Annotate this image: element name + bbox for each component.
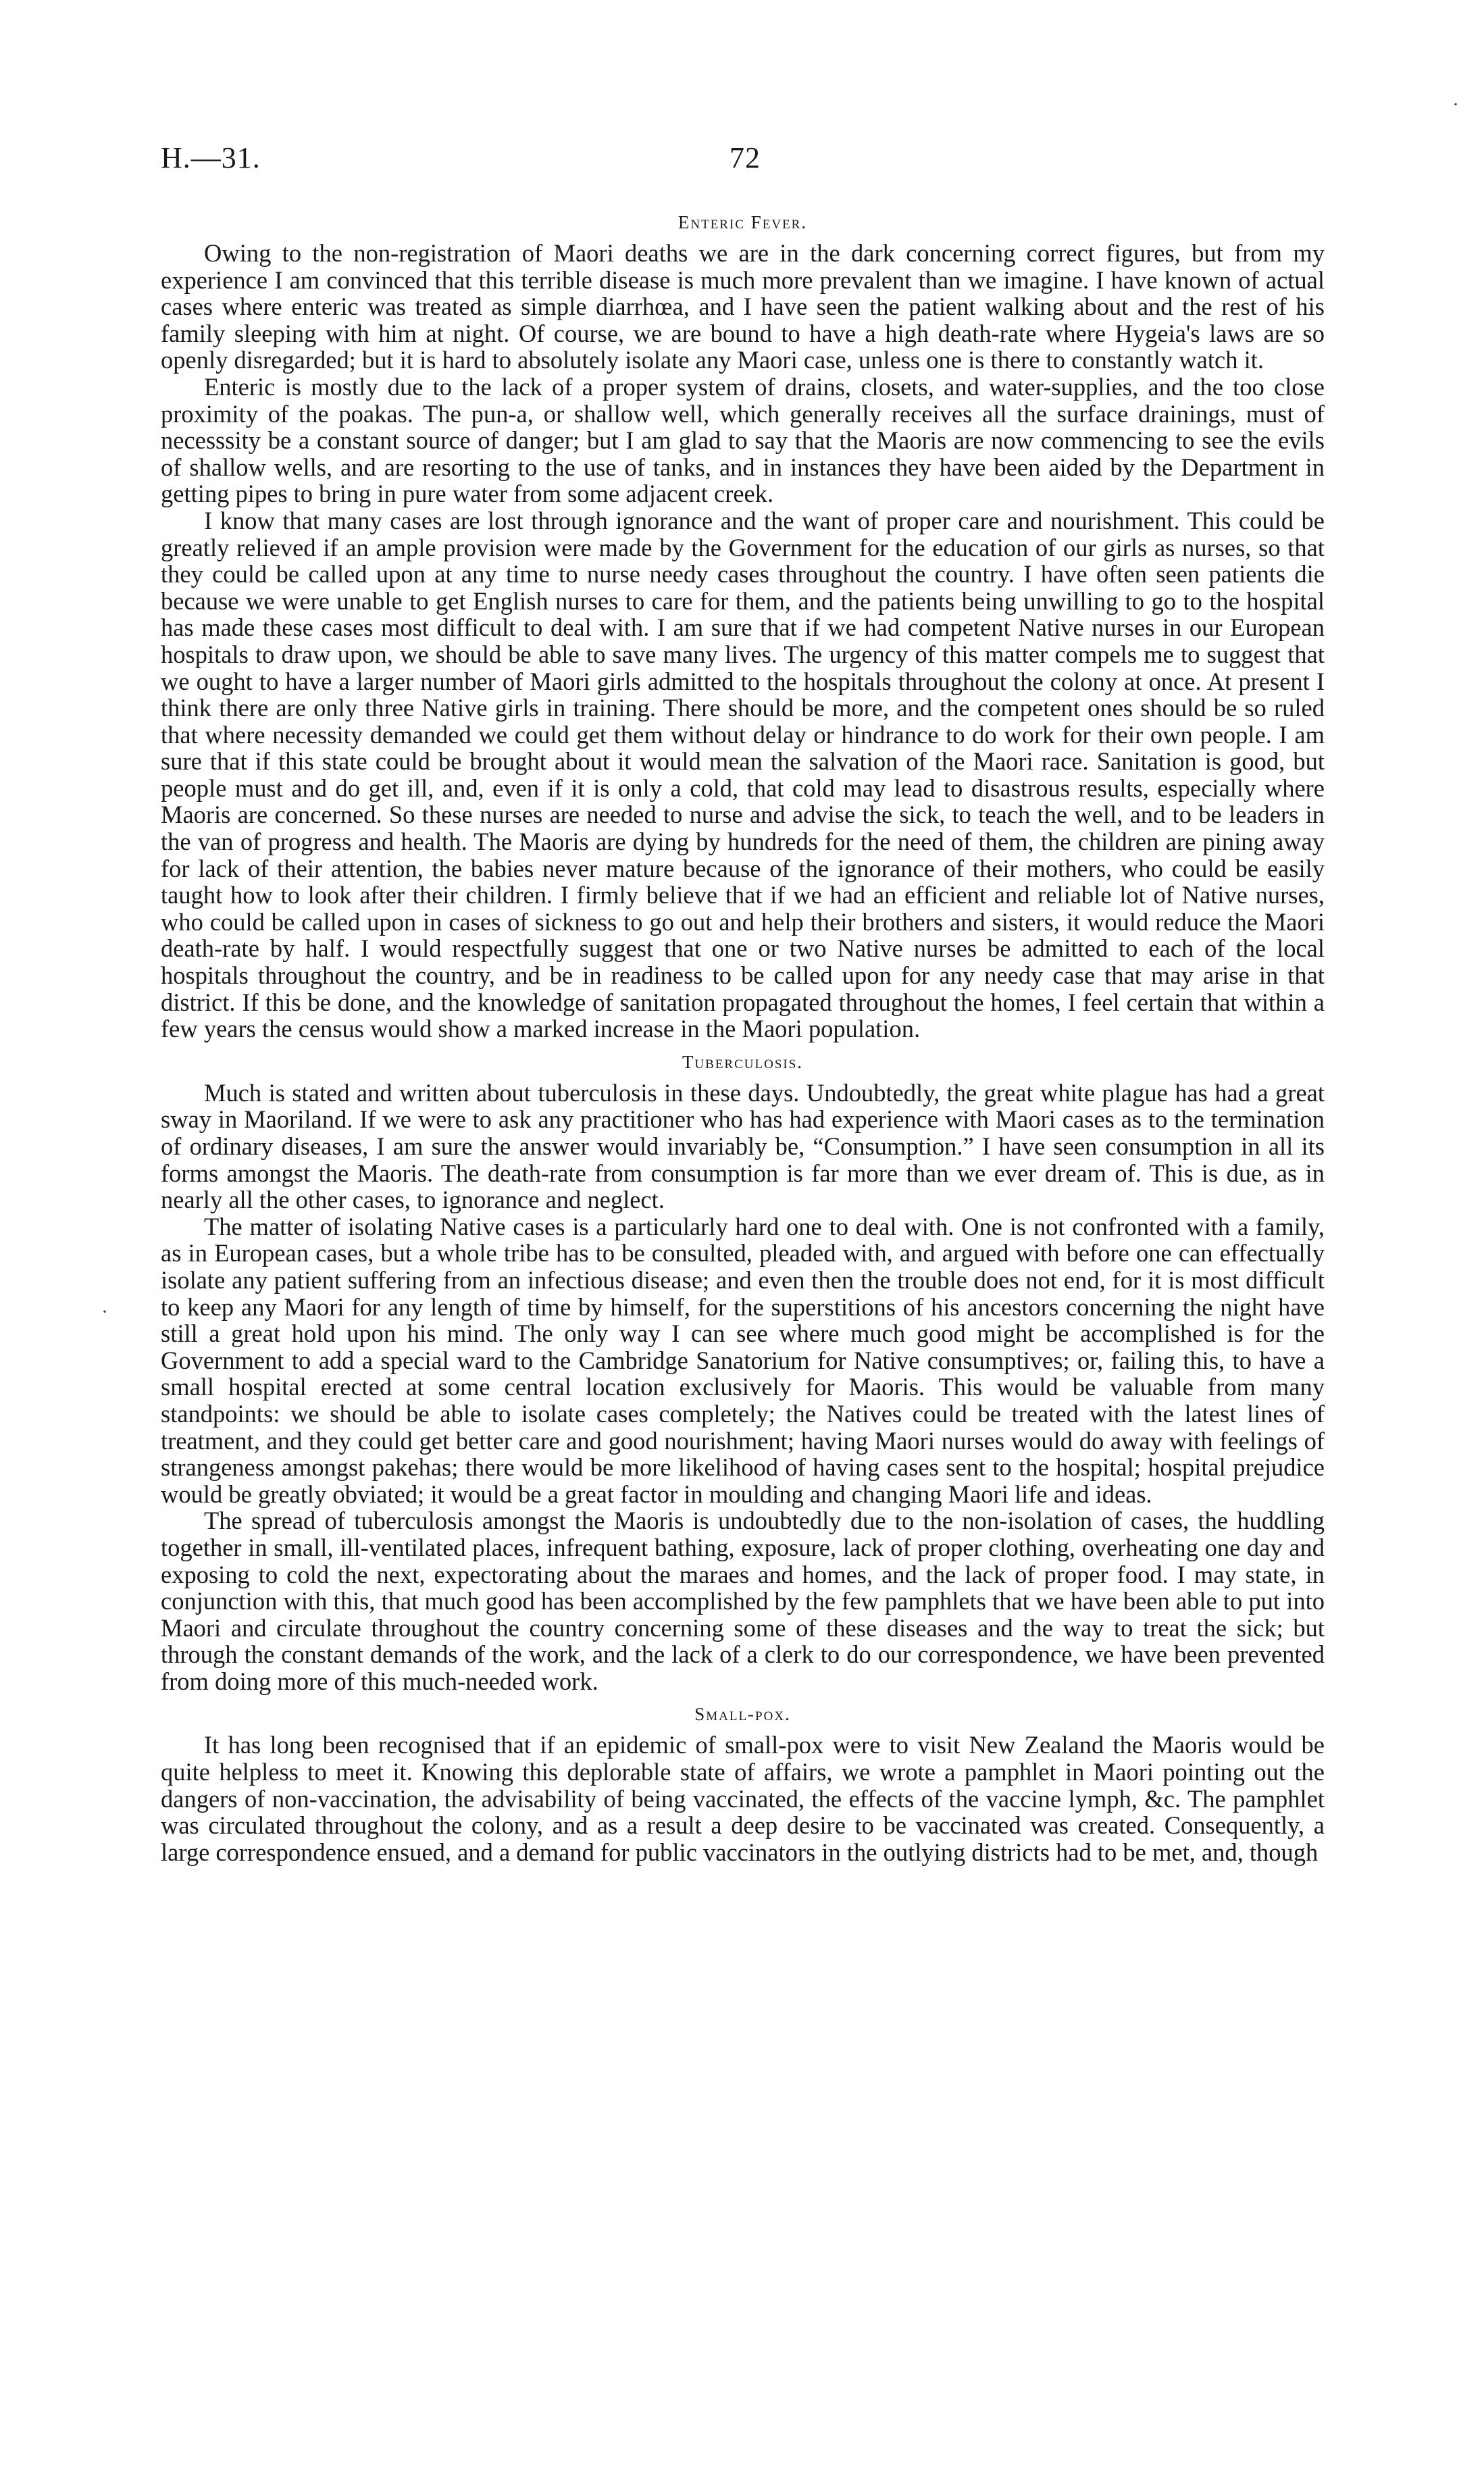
section-title: Tuberculosis.	[682, 1051, 804, 1072]
page-body	[161, 203, 1325, 1865]
print-speck: ·	[1452, 93, 1459, 116]
paragraph: Much is stated and written about tuberculosis in these days. Undoubtedly, the great white plague has had a great sway in Maoriland. If we were to ask any practitioner who has had experience with Maori cases as to the termination of ordinary diseases, I am sure the answer would invariably be, “Consumption.” I have seen consumption in all its forms amongst the Maoris. The death-rate from consumption is far more than we ever dream of. This is due, as in nearly all the other cases, to ignorance and neglect.	[161, 1078, 1325, 1214]
section-title: Small-pox.	[694, 1704, 791, 1725]
paragraph: Enteric is mostly due to the lack of a proper system of drains, closets, and water-supplies, and the too close proximity of the poakas. The pun-a, or shallow well, which generally receives all the surface drainings, must of necesssity be a constant source of danger; but I am glad to say that the Maoris are now commencing to see the evils of shallow wells, and are resorting to the use of tanks, and in instances they have been aided by the Department in getting pipes to bring in pure water from some adjacent creek.	[161, 372, 1325, 508]
paragraph: Owing to the non-registration of Maori deaths we are in the dark concerning correct figures, but from my experience I am convinced that this terrible disease is much more prevalent than we imagine. I have known of actual cases where enteric was treated as simple diarrhœa, and I have seen the patient walking about and the rest of his family sleeping with him at night. Of course, we are bound to have a high death-rate where Hygeia's laws are so openly disregarded; but it is hard to absolutely isolate any Maori case, unless one is there to constantly watch it.	[161, 239, 1325, 374]
section-enteric-fever	[161, 212, 1325, 1042]
paragraph: I know that many cases are lost through ignorance and the want of proper care and nourishment. This could be greatly relieved if an ample provision were made by the Government for the education of our girls as nurses, so that they could be called upon at any time to nurse needy cases throughout the country. I have often seen patients die because we were unable to get English nurses to care for them, and the patients being unwilling to go to the hospital has made these cases most difficult to deal with. I am sure that if we had competent Native nurses in our European hospitals to draw upon, we should be able to save many lives. The urgency of this matter compels me to suggest that we ought to have a larger number of Maori girls admitted to the hospitals throughout the colony at once. At present I think there are only three Native girls in training. There should be more, and the competent ones should be so ruled that where necessity demanded we could get them without delay or hindrance to do work for their own people. I am sure that if this state could be brought about it would mean the salvation of the Maori race. Sanitation is good, but people must and do get ill, and, even if it is only a cold, that cold may lead to disastrous results, especially where Maoris are concerned. So these nurses are needed to nurse and advise the sick, to teach the well, and to be leaders in the van of progress and health. The Maoris are dying by hundreds for the need of them, the children are pining away for lack of their attention, the babies never mature because of the ignorance of their mothers, who could be easily taught how to look after their children. I firmly believe that if we had an efficient and reliable lot of Native nurses, who could be called upon in cases of sickness to go out and help their brothers and sisters, it would reduce the Maori death-rate by half. I would respectfully suggest that one or two Native nurses be admitted to each of the local hospitals throughout the country, and be in readiness to be called upon for any needy case that may arise in that district. If this be done, and the knowledge of sanitation propagated throughout the homes, I feel certain that within a few years the census would show a marked increase in the Maori population.	[161, 506, 1325, 1043]
section-title: Enteric Fever.	[677, 212, 808, 232]
print-speck: ·	[101, 1301, 108, 1323]
paragraph: The matter of isolating Native cases is a particularly hard one to deal with. One is not confronted with a family, as in European cases, but a whole tribe has to be consulted, pleaded with, and argued with before one can effectually isolate any patient suffering from an infectious disease; and even then the trouble does not end, for it is most difficult to keep any Maori for any length of time by himself, for the superstitions of his ancestors concerning the night have still a great hold upon his mind. The only way I can see where much good might be accomplished is for the Government to add a special ward to the Cambridge Sanatorium for Native consumptives; or, failing this, to have a small hospital erected at some central location exclusively for Maoris. This would be valuable from many standpoints: we should be able to isolate cases completely; the Natives could be treated with the latest lines of treatment, and they could get better care and good nourishment; having Maori nurses would do away with feelings of strangeness amongst pakehas; there would be more likelihood of having cases sent to the hospital; hospital prejudice would be greatly obviated; it would be a great factor in moulding and changing Maori life and ideas.	[161, 1212, 1325, 1508]
paragraph: The spread of tuberculosis amongst the Maoris is undoubtedly due to the non-isolation of cases, the huddling together in small, ill-ventilated places, infrequent bathing, exposure, lack of proper clothing, overheating one day and exposing to cold the next, expectorating about the maraes and homes, and the lack of proper food. I may state, in conjunction with this, that much good has been accomplished by the few pamphlets that we have been able to put into Maori and circulate throughout the country concerning some of these diseases and the way to treat the sick; but through the constant demands of the work, and the lack of a clerk to do our correspondence, we have been prevented from doing more of this much-needed work.	[161, 1507, 1325, 1695]
section-small-pox	[161, 1704, 1325, 1865]
page-number: 72	[730, 141, 761, 174]
document-reference: H.—31.	[161, 141, 261, 174]
section-tuberculosis	[161, 1052, 1325, 1695]
paragraph: It has long been recognised that if an epidemic of small-pox were to visit New Zealand the Maoris would be quite helpless to meet it. Knowing this deplorable state of affairs, we wrote a pamphlet in Maori pointing out the dangers of non-vaccination, the advisability of being vaccinated, the effects of the vaccine lymph, &c. The pamphlet was circulated throughout the colony, and as a result a deep desire to be vaccinated was created. Consequently, a large correspondence ensued, and a demand for public vaccinators in the outlying districts had to be met, and, though	[161, 1731, 1325, 1866]
